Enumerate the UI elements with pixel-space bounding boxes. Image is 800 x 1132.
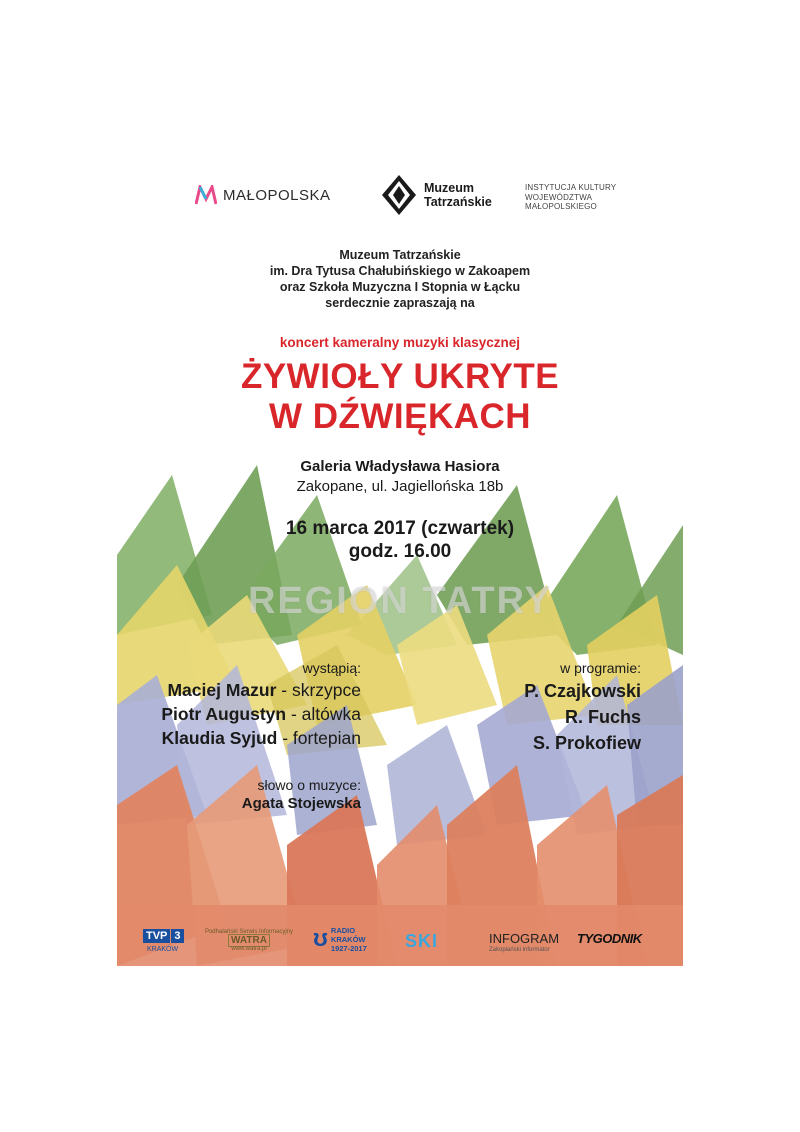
performer-row xyxy=(161,678,361,702)
event-title-line1: ŻYWIOŁY UKRYTE xyxy=(240,357,560,396)
intro-line: im. Dra Tytusa Chałubińskiego w Zakoapem xyxy=(269,264,531,278)
venue-name: Galeria Władysława Hasiora xyxy=(300,458,500,475)
institution-line: WOJEWÓDZTWA xyxy=(525,192,593,202)
malopolska-label: MAŁOPOLSKA xyxy=(223,186,331,204)
speaker-block xyxy=(242,777,361,812)
performer-row xyxy=(161,726,361,750)
program-item: R. Fuchs xyxy=(564,707,641,727)
intro-line: oraz Szkoła Muzyczna I Stopnia w Łącku xyxy=(279,280,521,294)
tvp-number: 3 xyxy=(171,929,183,943)
intro-line: Muzeum Tatrzańskie xyxy=(339,248,461,262)
event-date: 16 marca 2017 (czwartek) xyxy=(285,518,515,539)
watermark: REGION TATRY xyxy=(247,580,553,622)
event-title-line2: W DŹWIĘKACH xyxy=(268,397,532,436)
performers-label: wystąpią: xyxy=(302,660,361,676)
program-label: w programie: xyxy=(560,660,641,676)
muzeum-tatrzanskie-logo xyxy=(382,175,492,215)
watra-url: www.watra.pl xyxy=(231,946,267,952)
event-time: godz. 16.00 xyxy=(348,541,452,562)
infogram-label: INFOGRAM xyxy=(489,931,560,946)
speaker-name: Agata Stojewska xyxy=(241,795,361,812)
venue-address: Zakopane, ul. Jagiellońska 18b xyxy=(296,478,504,495)
speaker-label: słowo o muzyce: xyxy=(257,777,361,793)
performer-name: Piotr Augustyn xyxy=(161,704,287,724)
program-item: P. Czajkowski xyxy=(524,681,641,701)
performer-role: - fortepian xyxy=(277,728,361,748)
radio-line1: RADIO xyxy=(330,925,356,935)
institution-line: INSTYTUCJA KULTURY xyxy=(525,183,617,192)
tygodnik-logo: TYGODNIK xyxy=(577,931,642,946)
venue xyxy=(117,457,683,497)
event-datetime xyxy=(117,517,683,563)
radio-line2: KRAKÓW xyxy=(330,934,366,944)
ski-logo: SKI xyxy=(405,931,439,951)
malopolska-m-icon xyxy=(195,185,217,205)
radio-krakow-logo xyxy=(313,925,367,953)
performer-role: - altówka xyxy=(286,704,361,724)
intro-text xyxy=(117,247,683,311)
museum-emblem-icon xyxy=(382,175,416,215)
event-subtitle: koncert kameralny muzyki klasycznej xyxy=(279,335,521,350)
malopolska-logo xyxy=(195,183,331,207)
watra-logo xyxy=(203,929,295,952)
radio-krakow-icon: ʊ xyxy=(313,925,328,952)
institution-label xyxy=(525,183,616,212)
infogram-logo xyxy=(489,931,559,953)
performer-name: Maciej Mazur xyxy=(167,680,277,700)
tvp-label: TVP xyxy=(143,929,170,943)
institution-line: MAŁOPOLSKIEGO xyxy=(525,202,597,211)
program-item: S. Prokofiew xyxy=(532,733,641,753)
program-block xyxy=(524,660,641,756)
museum-line1: Muzeum xyxy=(424,181,474,195)
watra-main: WATRA xyxy=(228,934,270,947)
radio-years: 1927-2017 xyxy=(330,943,367,953)
poster xyxy=(117,165,683,966)
tvp-city: KRAKÓW xyxy=(147,946,179,953)
intro-line: serdecznie zapraszają na xyxy=(325,296,475,310)
tvp3-krakow-logo xyxy=(143,926,184,953)
infogram-sub: Zakopiański informator xyxy=(489,947,550,953)
sponsors-bar xyxy=(117,923,683,963)
performers-block xyxy=(161,660,361,750)
event-title xyxy=(117,357,683,437)
performer-role: - skrzypce xyxy=(276,680,361,700)
museum-line2: Tatrzańskie xyxy=(424,195,492,209)
performer-name: Klaudia Syjud xyxy=(161,728,278,748)
performer-row xyxy=(161,702,361,726)
watra-top: Podhalański Serwis Informacyjny xyxy=(204,929,294,935)
